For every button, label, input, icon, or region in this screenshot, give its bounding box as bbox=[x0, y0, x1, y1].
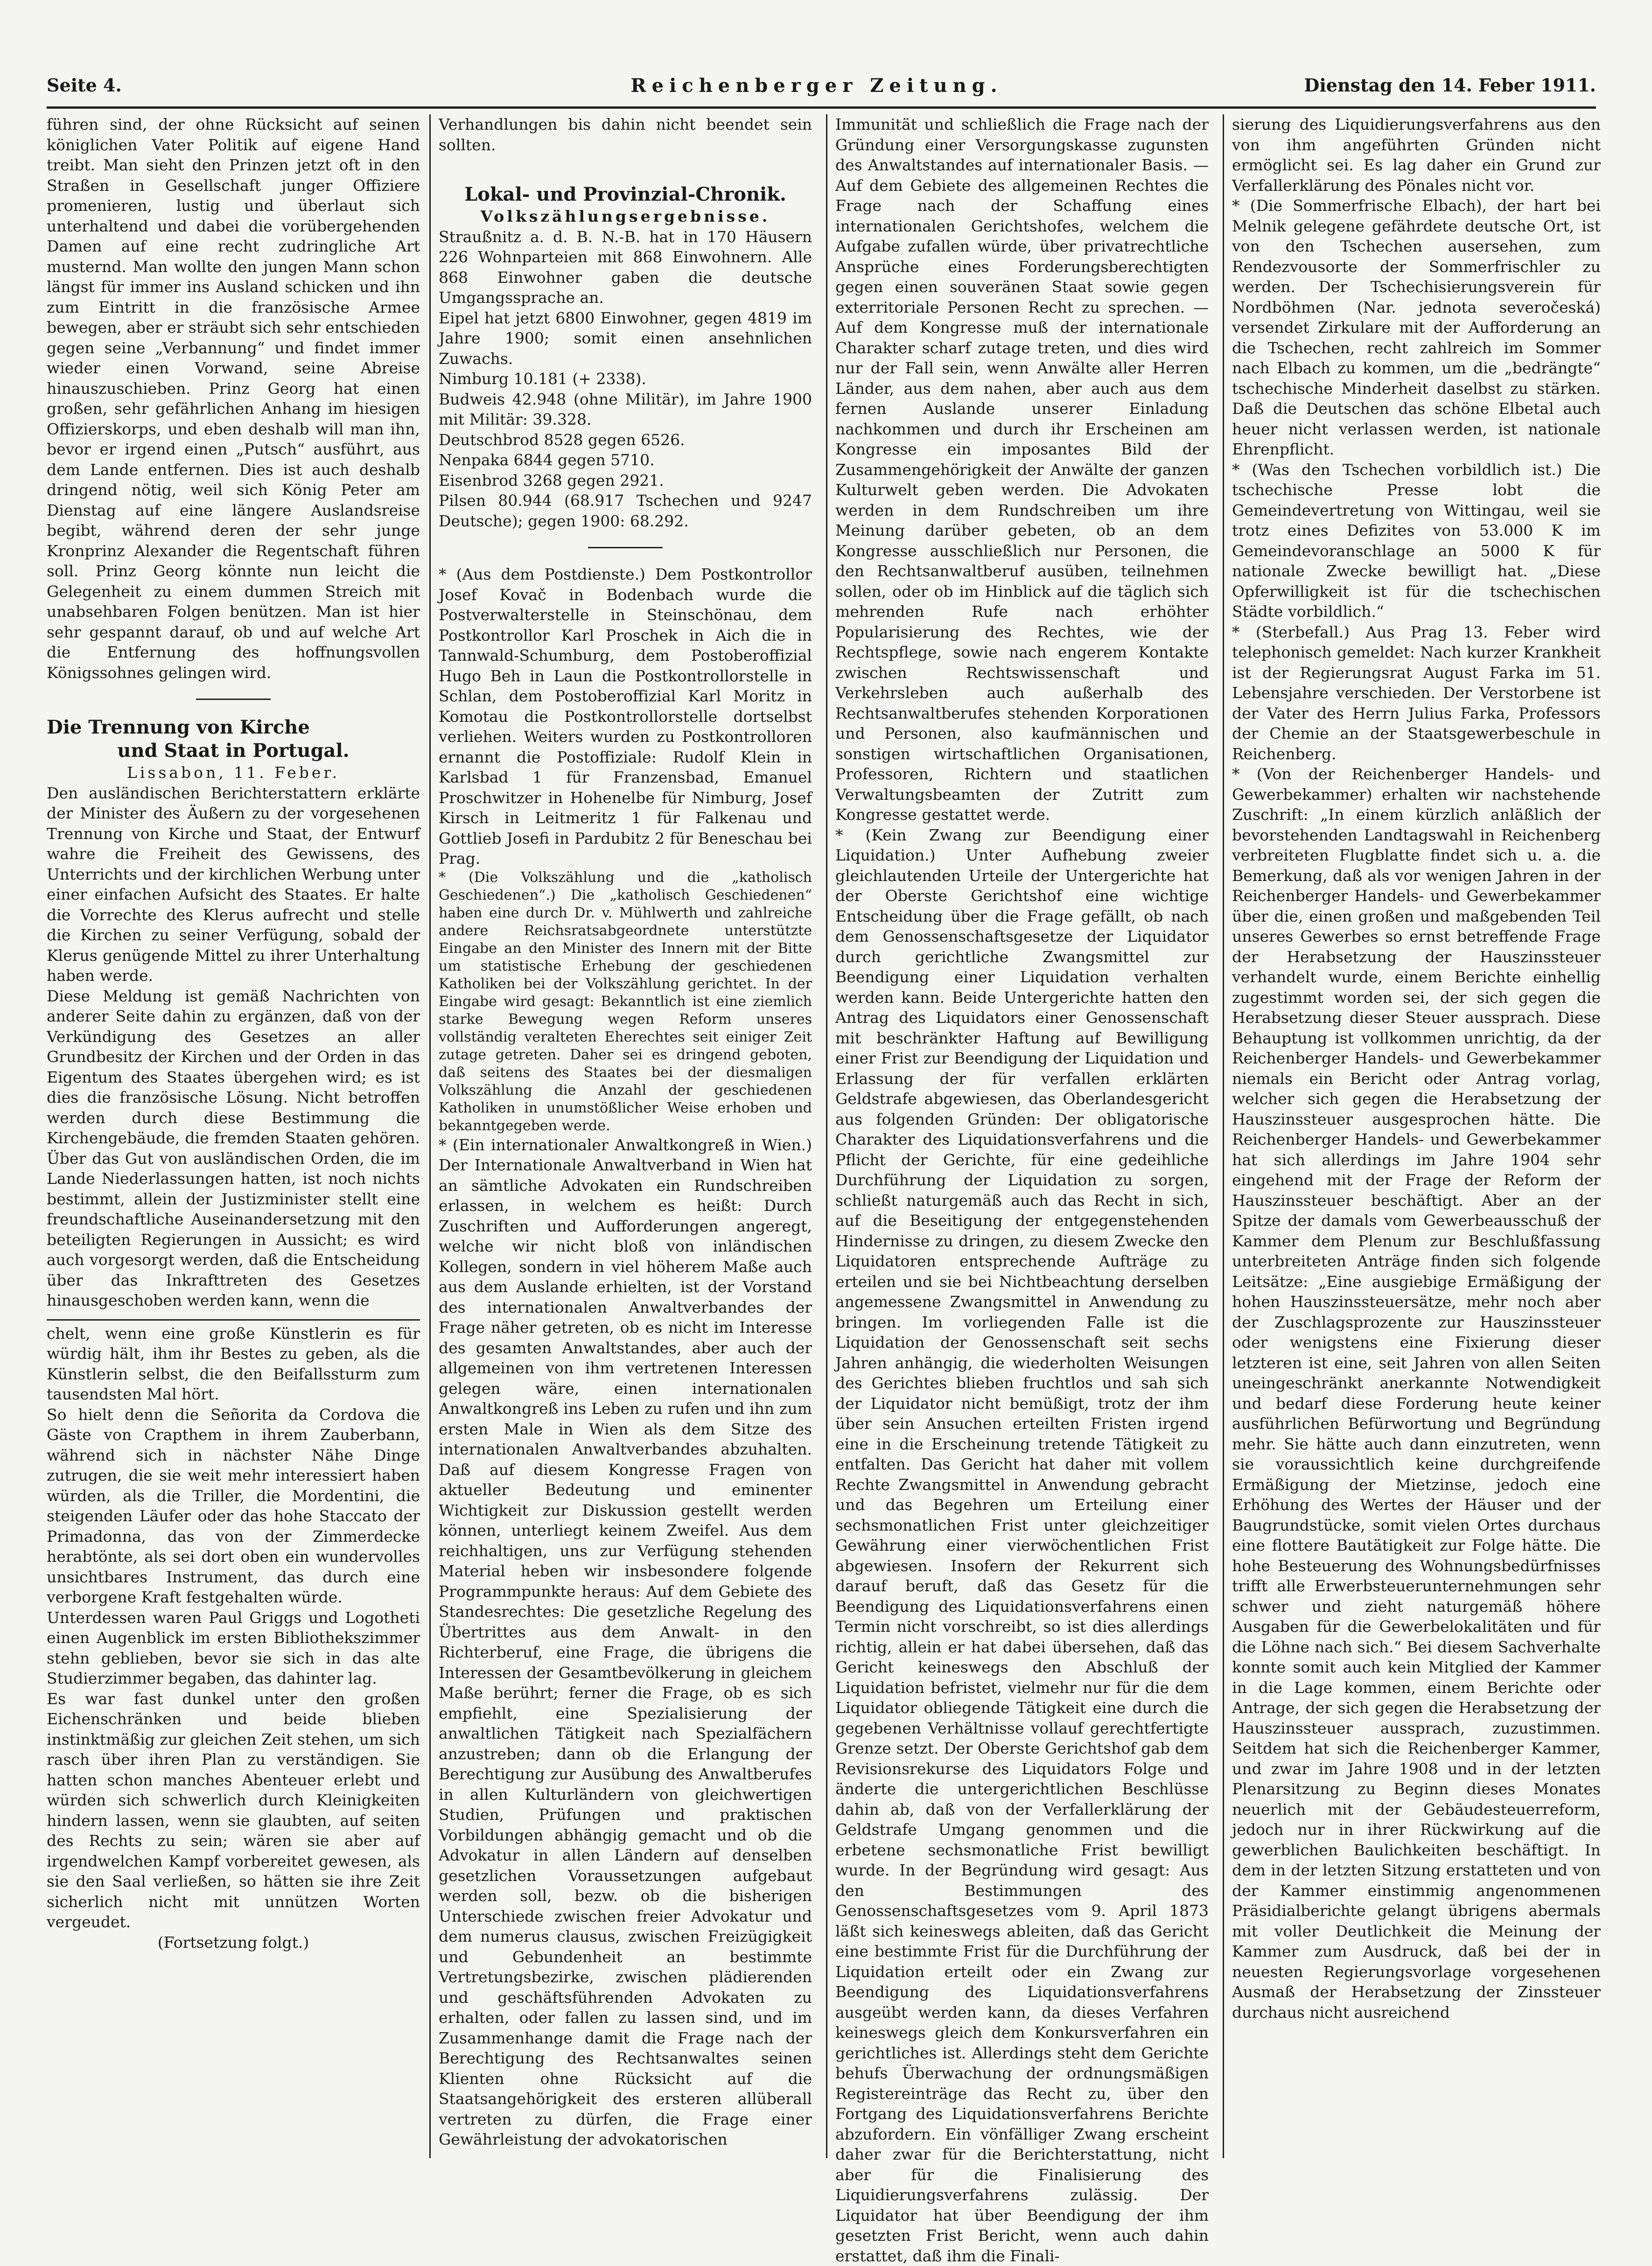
census-entry: Pilsen 80.944 (68.917 Tschechen und 9247 Deutsche); gegen 1900: 68.292. bbox=[439, 490, 812, 531]
news-item: sierung des Liquidierungsverfahrens aus den von ihm angeführten Gründen nicht ermöglicht sei. Es lag daher ein Grund zur Verfallerklärung des Pönales nicht vor. bbox=[1232, 114, 1601, 196]
article-text: führen sind, der ohne Rücksicht auf seinen königlichen Vater Politik auf eigene Hand treibt. Man sieht den Prinzen jetzt oft in den Straßen in Gesellschaft junger Offiziere promenieren, lustig und überlaut sich unterhaltend und dabei die vorübergehenden Damen auf eine recht zudringliche Art musternd. Man wollte den jungen Mann schon längst für immer ins Ausland schicken und ihn zum Eintritt in die französische Armee bewegen, aber er sträubt sich sehr entschieden gegen seine „Verbannung“ und findet immer wieder einen Vorwand, seine Abreise hinauszuschieben. Prinz Georg hat einen großen, sehr gefährlichen Anhang im hiesigen Offizierskorps, und eben deshalb will man ihn, bevor er irgend einen „Putsch“ ausführt, aus dem Lande entfernen. Dies ist auch deshalb dringend nötig, weil sich König Peter am Dienstag auf eine längere Auslandsreise begibt, während deren der sehr junge Kronprinz Alexander die Regentschaft führen soll. Prinz Georg könnte nun leicht die Gelegenheit zu einem dummen Streich mit unabsehbaren Folgen benützen. Man ist hier sehr gespannt darauf, ob und auf welche Art die Entfernung des hoffnungsvollen Königssohnes gelingen wird. bbox=[47, 114, 420, 683]
article-text: Den ausländischen Berichterstattern erklärte der Minister des Äußern zu der vorgesehenen Trennung von Kirche und Staat, der Entwurf wahre die Freiheit des Gewissens, des Unterrichts und der kirchlichen Werbung unter einer einfachen Aufsicht des Staates. Er halte die Vorrechte des Klerus aufrecht und stelle die Kirchen zu seiner Verfügung, sobald der Klerus genügende Mittel zu ihrer Unterhaltung haben werde. bbox=[47, 783, 420, 986]
continuation-note: (Fortsetzung folgt.) bbox=[47, 1932, 420, 1953]
column-divider bbox=[826, 114, 827, 2158]
news-item: * (Von der Reichenberger Handels- und Gewerbekammer) erhalten wir nachstehende Zuschrift: „In einem kürzlich anläßlich der bevorstehenden Landtagswahl in Reichenberg verbreiteten Flugblatte findet sich u. a. die Bemerkung, daß als vor wenigen Jahren in der Reichenberger Handels- und Gewerbekammer über die, einen großen und maßgebenden Teil unseres Gewerbes so ernst betreffende Frage der Herabsetzung der Hauszinssteuer verhandelt wurde, einem Berichte einhellig zugestimmt worden sei, der sich gegen die Herabsetzung dieser Steuer aussprach. Diese Behauptung ist vollkommen unrichtig, da der Reichenberger Handels- und Gewerbekammer niemals ein Bericht oder Antrag vorlag, welcher sich gegen die Herabsetzung der Hauszinssteuer ausgesprochen hätte. Die Reichenberger Handels- und Gewerbekammer hat sich allerdings im Jahre 1904 sehr eingehend mit der Frage der Reform der Hauszinssteuer beschäftigt. Aber an der Spitze der damals vom Gewerbeausschuß der Kammer dem Plenum zur Beschlußfassung unterbreiteten Anträge finden sich folgende Leitsätze: „Eine ausgiebige Ermäßigung der hohen Hauszinssteuersätze, mehr noch aber der Zuschlagsprozente zur Hauszinssteuer oder wenigstens eine Fixierung dieser letzteren ist eine, seit Jahren von allen Seiten uneingeschränkt anerkannte Notwendigkeit und bedarf diese Forderung heute keiner ausführlichen Befürwortung und Begründung mehr. Sie hätte auch dann einzutreten, wenn sie voraussichtlich keine durchgreifende Ermäßigung der Mietzinse, jedoch eine Erhöhung des Wertes der Häuser und der Baugrundstücke, somit vielen Ortes durchaus eine flottere Bautätigkeit zur Folge hätte. Die hohe Besteuerung des Wohnungsbedürfnisses trifft alle Erwerbsteuerunternehmungen sehr schwer und zieht naturgemäß höhere Ausgaben für die Gewerbelokalitäten und für die Löhne nach sich.“ Bei diesem Sachverhalte konnte somit auch kein Mitglied der Kammer in die Lage kommen, einem Berichte oder Antrage, der sich gegen die Herabsetzung der Hauszinssteuer aussprach, zuzustimmen. Seitdem hat sich die Reichenberger Kammer, und zwar im Jahre 1908 und in der letzten Plenarsitzung zu Beginn dieses Monates neuerlich mit der Gebäudesteuerreform, jedoch nur in ihrer Rückwirkung auf die gewerblichen Baulichkeiten beschäftigt. In dem in der letzten Sitzung erstatteten und von der Kammer einstimmig angenommenen Präsidialberichte gelangt übrigens abermals mit voller Deutlichkeit die Meinung der Kammer zum Ausdruck, daß bei der in neuesten Regierungsvorlage vorgesehenen Ausmaß der Herabsetzung der Zinssteuer durchaus nicht ausreichend bbox=[1232, 764, 1601, 2022]
column-1 bbox=[47, 114, 420, 2158]
census-entry: Nenpaka 6844 gegen 5710. bbox=[439, 450, 812, 470]
census-entry: Eisenbrod 3268 gegen 2921. bbox=[439, 470, 812, 491]
article-text: Diese Meldung ist gemäß Nachrichten von anderer Seite dahin zu ergänzen, daß von der Verkündigung des Gesetzes an aller Grundbesitz der Kirchen und der Orden in das Eigentum des Staates übergehen wird; es ist dies die französische Lösung. Nicht betroffen werden durch diese Bestimmung die Kirchengebäude, die fremden Staaten gehören. Über das Gut von ausländischen Orden, die im Lande Niederlassungen hatten, ist noch nichts bestimmt, allein der Justizminister stellt eine freundschaftliche Auseinandersetzung mit den beteiligten Regierungen in Aussicht; es wird auch vorgesorgt werden, daß die Entscheidung über das Inkrafttreten des Gesetzes hinausgeschoben werden kann, wenn die bbox=[47, 986, 420, 1311]
news-item: * (Aus dem Postdienste.) Dem Postkontrollor Josef Kovač in Bodenbach wurde die Postverwalterstelle in Steinschönau, dem Postkontrollor Karl Proschek in Aich die in Tannwald-Schumburg, dem Postoberoffizial Hugo Beh in Laun die Postkontrollorstelle in Schlan, dem Postoberoffizial Karl Moritz in Komotau die Postkontrollorstelle dortselbst verliehen. Weiters wurden zu Postkontrolloren ernannt die Postoffiziale: Rudolf Klein in Karlsbad 1 für Franzensbad, Emanuel Proschwitzer in Hohenelbe für Nimburg, Josef Kirsch in Leitmeritz 1 für Falkenau und Gottlieb Josefi in Pardubitz 2 für Beneschau bei Prag. bbox=[439, 564, 812, 869]
masthead bbox=[47, 75, 1596, 103]
newspaper-title: Reichenberger Zeitung. bbox=[560, 75, 1073, 97]
census-entry: Eipel hat jetzt 6800 Einwohner, gegen 4819 im Jahre 1900; somit einen ansehnlichen Zuwachs. bbox=[439, 308, 812, 369]
feuilleton-text: chelt, wenn eine große Künstlerin es für würdig hält, ihm ihr Bestes zu geben, als die Künstlerin selbst, die den Beifallssturm zum tausendsten Mal hört. bbox=[47, 1323, 420, 1405]
section-heading: Lokal- und Provinzial-Chronik. bbox=[439, 183, 812, 206]
sub-heading: Volkszählungsergebnisse. bbox=[439, 206, 812, 227]
column-2 bbox=[439, 114, 812, 2158]
feuilleton-section bbox=[47, 1319, 420, 1953]
column-divider bbox=[1223, 114, 1224, 2158]
issue-date: Dienstag den 14. Feber 1911. bbox=[1304, 75, 1596, 96]
feuilleton-text: So hielt denn die Señorita da Cordova die Gäste von Crapthem in ihrem Zauberbann, während sich in nächster Nähe Dinge zutrugen, die sie weit mehr interessiert haben würden, als die Triller, die Mordentini, die steigenden Läufer oder das hohe Staccato der Primadonna, das von der Zimmerdecke herabtönte, als sei dort oben ein wundervolles unsichtbares Instrument, das durch eine verborgene Kraft festgehalten würde. bbox=[47, 1405, 420, 1608]
column-3 bbox=[835, 114, 1209, 2158]
census-entry: Deutschbrod 8528 gegen 6526. bbox=[439, 430, 812, 450]
separator bbox=[588, 547, 663, 548]
separator bbox=[196, 699, 271, 700]
header-rule bbox=[47, 106, 1596, 109]
news-item: * (Die Sommerfrische Elbach), der hart bei Melnik gelegene gefährdete deutsche Ort, ist von den Tschechen ausersehen, zum Rendezvousorte der Sommerfrischler zu werden. Der Tschechisierungsverein für Nordböhmen (Nar. jednota severočeská) versendet Zirkulare mit der Aufforderung an die Tschechen, recht zahlreich im Sommer nach Elbach zu kommen, um die „bedrängte“ tschechische Minderheit daselbst zu stärken. Daß die Deutschen das schöne Elbetal auch heuer nicht verlassen werden, ist nationale Ehrenpflicht. bbox=[1232, 196, 1601, 460]
dateline: Lissabon, 11. Feber. bbox=[47, 762, 420, 783]
news-item: * (Ein internationaler Anwaltkongreß in Wien.) Der Internationale Anwaltverband in Wien hat an sämtliche Advokaten ein Rundschreiben erlassen, in welchem es heißt: Durch Zuschriften und Aufforderungen angeregt, welche wir nicht bloß von inländischen Kollegen, sondern in viel höherem Maße auch aus dem Auslande erhielten, ist der Vorstand des internationalen Anwaltverbandes der Frage näher getreten, ob es nicht im Interesse des gesamten Anwaltstandes, aber auch der allgemeinen von ihm vertretenen Interessen gelegen wäre, einen internationalen Anwaltkongreß ins Leben zu rufen und ihn zum ersten Male in Wien als dem Sitze des internationalen Anwaltverbandes abzuhalten. Daß auf diesem Kongresse Fragen von aktueller Bedeutung und eminenter Wichtigkeit zur Diskussion gestellt werden können, unterliegt keinem Zweifel. Aus dem reichhaltigen, uns zur Verfügung stehenden Material heben wir insbesondere folgende Programmpunkte heraus: Auf dem Gebiete des Standesrechtes: Die gesetzliche Regelung des Übertrittes aus dem Anwalt- in den Richterberuf, eine Frage, die übrigens die Interessen der Gesamtbevölkerung in gleichem Maße berührt; ferner die Frage, ob es sich empfiehlt, eine Spezialisierung der anwaltlichen Tätigkeit nach Spezialfächern anzustreben; dann ob die Erlangung der Berechtigung zur Ausübung des Anwaltberufes in allen Kulturländern von gleichwertigen Studien, Prüfungen und praktischen Vorbildungen abhängig gemacht und ob die Advokatur in allen Ländern auf denselben gesetzlichen Voraussetzungen aufgebaut werden soll, bezw. ob die bisherigen Unterschiede zwischen freier Advokatur und dem numerus clausus, zwischen Freizügigkeit und Gebundenheit an bestimmte Vertretungsbezirke, zwischen plädierenden und geschäftsführenden Advokaten zu erhalten, oder fallen zu lassen sind, und im Zusammenhange damit die Frage nach der Berechtigung des Rechtsanwaltes seinen Klienten ohne Rücksicht auf die Staatsangehörigkeit des ersteren allüberall vertreten zu dürfen, die Frage einer Gewährleistung der advokatorischen bbox=[439, 1135, 812, 2150]
page-number: Seite 4. bbox=[47, 75, 122, 96]
column-4 bbox=[1232, 114, 1601, 2158]
census-entry: Straußnitz a. d. B. N.-B. hat in 170 Häusern 226 Wohnparteien mit 868 Einwohnern. Alle 868 Einwohner gaben die deutsche Umgangssprache an. bbox=[439, 227, 812, 308]
feuilleton-text: Es war fast dunkel unter den großen Eichenschränken und beide blieben instinktmäßig zur gleichen Zeit stehen, um sich rasch über ihren Plan zu verständigen. Sie hatten schon manches Abenteuer erlebt und würden sich schwerlich durch Kleinigkeiten hindern lassen, wenn sie glaubten, auf seiten des Rechts zu sein; wären sie aber auf irgendwelchen Kampf vorbereitet gewesen, als sie den Saal verließen, so hätten sie ihre Zeit sicherlich nicht mit unnützen Worten vergeudet. bbox=[47, 1689, 420, 1932]
news-item: * (Die Volkszählung und die „katholisch Geschiedenen“.) Die „katholisch Geschiedenen“ haben eine durch Dr. v. Mühlwerth und zahlreiche andere Reichsratsabgeordnete unterstützte Eingabe an den Minister des Innern mit der Bitte um statistische Erhebung der geschiedenen Katholiken bei der Volkszählung gerichtet. In der Eingabe wird gesagt: Bekanntlich ist eine ziemlich starke Bewegung wegen Reform unseres vollständig veralteten Eherechtes seit einiger Zeit zutage getreten. Daher sei es dringend geboten, daß seitens des Staates bei der diesmaligen Volkszählung die Anzahl der geschiedenen Katholiken in unumstößlicher Weise erhoben und bekanntgegeben werde. bbox=[439, 869, 812, 1135]
news-item: * (Kein Zwang zur Beendigung einer Liquidation.) Unter Aufhebung zweier gleichlautenden Urteile der Untergerichte hat der Oberste Gerichtshof eine wichtige Entscheidung über die Frage gefällt, ob nach dem Genossenschaftsgesetze der Liquidator durch gerichtliche Zwangsmittel zur Beendigung einer Liquidation verhalten werden kann. Beide Untergerichte hatten den Antrag des Liquidators einer Genossenschaft mit beschränkter Haftung auf Bewilligung einer Frist zur Beendigung der Liquidation und Erlassung der für verfallen erklärten Geldstrafe abgewiesen, das Oberlandesgericht aus folgenden Gründen: Der obligatorische Charakter des Liquidationsverfahrens und die Pflicht der Gerichte, für eine gedeihliche Durchführung der Liquidation zu sorgen, schließt naturgemäß auch das Recht in sich, auf die Beseitigung der entgegenstehenden Hindernisse zu dringen, zu diesem Zwecke den Liquidatoren entsprechende Aufträge zu erteilen und sie bei Nichtbeachtung derselben angemessene Zwangsmittel in Anwendung zu bringen. Im vorliegenden Falle ist die Liquidation der Genossenschaft seit sechs Jahren anhängig, die wiederholten Weisungen des Gerichtes blieben fruchtlos und sah sich der Liquidator nicht bemüßigt, trotz der ihm über sein Ansuchen erteilten Fristen irgend eine in die Erscheinung tretende Tätigkeit zu entfalten. Das Gericht hat daher mit vollem Rechte Zwangsmittel in Anwendung gebracht und das Begehren um Erteilung einer sechsmonatlichen Frist unter gleichzeitiger Gewährung einer vierwöchentlichen Frist abgewiesen. Insofern der Rekurrent sich darauf beruft, daß das Gesetz für die Beendigung des Liquidationsverfahrens einen Termin nicht vorschreibt, so ist dies allerdings richtig, allein er hat dabei übersehen, daß das Gericht keineswegs den Abschluß der Liquidation befristet, vielmehr nur für die dem Liquidator obliegende Tätigkeit eine durch die gegebenen Verhältnisse vollauf gerechtfertigte Grenze setzt. Der Oberste Gerichtshof gab dem Revisionsrekurse des Liquidators Folge und änderte die untergerichtlichen Beschlüsse dahin ab, daß von der Verfallerklärung der Geldstrafe Umgang genommen und die erbetene sechsmonatliche Frist bewilligt wurde. In der Begründung wird gesagt: Aus den Bestimmungen des Genossenschaftsgesetzes vom 9. April 1873 läßt sich keineswegs ableiten, daß das Gericht eine bestimmte Frist für die Durchführung der Liquidation erteilt oder ein Zwang zur Beendigung des Liquidationsverfahrens ausgeübt werden kann, da dieses Verfahren keineswegs gleich dem Konkursverfahren ein gerichtliches ist. Allerdings steht dem Gerichte behufs Überwachung der ordnungsmäßigen Registereinträge das Recht zu, über den Fortgang des Liquidationsverfahrens Berichte abzufordern. Ein vönfälliger Zwang erscheint daher zwar für die Berichterstattung, nicht aber für die Finalisierung des Liquidierungsverfahrens zulässig. Der Liquidator hat über Beendigung der ihm gesetzten Frist Bericht, wenn auch dahin erstattet, daß ihm die Finali- bbox=[835, 825, 1209, 2266]
column-divider bbox=[429, 114, 431, 2158]
news-item: * (Sterbefall.) Aus Prag 13. Feber wird telephonisch gemeldet: Nach kurzer Krankheit ist der Regierungsrat August Farka im 51. Lebensjahre verschieden. Der Verstorbene ist der Vater des Herrn Julius Farka, Professors der Chemie an der Staatsgewerbeschule in Reichenberg. bbox=[1232, 622, 1601, 764]
census-entry: Nimburg 10.181 (+ 2338). bbox=[439, 369, 812, 389]
article-text: Verhandlungen bis dahin nicht beendet sein sollten. bbox=[439, 114, 812, 155]
census-entry: Budweis 42.948 (ohne Militär), im Jahre 1900 mit Militär: 39.328. bbox=[439, 389, 812, 430]
article-headline: und Staat in Portugal. bbox=[47, 739, 420, 762]
news-item: Immunität und schließlich die Frage nach der Gründung einer Versorgungskasse zugunsten des Anwaltstandes auf internationaler Basis. — Auf dem Gebiete des allgemeinen Rechtes die Frage nach der Schaffung eines internationalen Gerichtshofes, welchem die Aufgabe zufallen würde, über privatrechtliche Ansprüche eines Forderungsberechtigten gegen einen souveränen Staat sowie gegen exterritoriale Personen Recht zu sprechen. — Auf dem Kongresse muß der internationale Charakter scharf zutage treten, und dies wird nur der Fall sein, wenn Anwälte aller Herren Länder, aus dem nahen, aber auch aus dem fernen Auslande unserer Einladung nachkommen und durch ihr Erscheinen am Kongresse ein imposantes Bild der Zusammengehörigkeit der Anwälte der ganzen Kulturwelt geben werden. Die Advokaten werden in dem Rundschreiben um ihre Meinung darüber gebeten, ob an dem Kongresse ausschließlich nur Personen, die den Rechtsanwaltberuf ausüben, teilnehmen sollen, oder ob im Hinblick auf die täglich sich mehrenden Rufe nach erhöhter Popularisierung des Rechtes, wie der Rechtspflege, sowie nach engerem Kontakte zwischen Rechtswissenschaft und Verkehrsleben auch außerhalb des Rechtsanwaltberufes stehenden Korporationen und Personen, also kaufmännischen und sonstigen wirtschaftlichen Organisationen, Professoren, Richtern und staatlichen Verwaltungsbeamten der Zutritt zum Kongresse gestattet werde. bbox=[835, 114, 1209, 825]
news-item: * (Was den Tschechen vorbildlich ist.) Die tschechische Presse lobt die Gemeindevertretung von Wittingau, weil sie trotz eines Defizites von 53.000 K im Gemeindevoranschlage an 5000 K für nationale Zwecke bewilligt hat. „Diese Opferwilligkeit ist für die tschechischen Städte vorbildlich.“ bbox=[1232, 460, 1601, 622]
article-headline: Die Trennung von Kirche bbox=[47, 716, 420, 739]
feuilleton-text: Unterdessen waren Paul Griggs und Logotheti einen Augenblick im ersten Bibliothekszimmer stehn geblieben, bevor sie sich in das alte Studierzimmer begaben, das dahinter lag. bbox=[47, 1608, 420, 1689]
